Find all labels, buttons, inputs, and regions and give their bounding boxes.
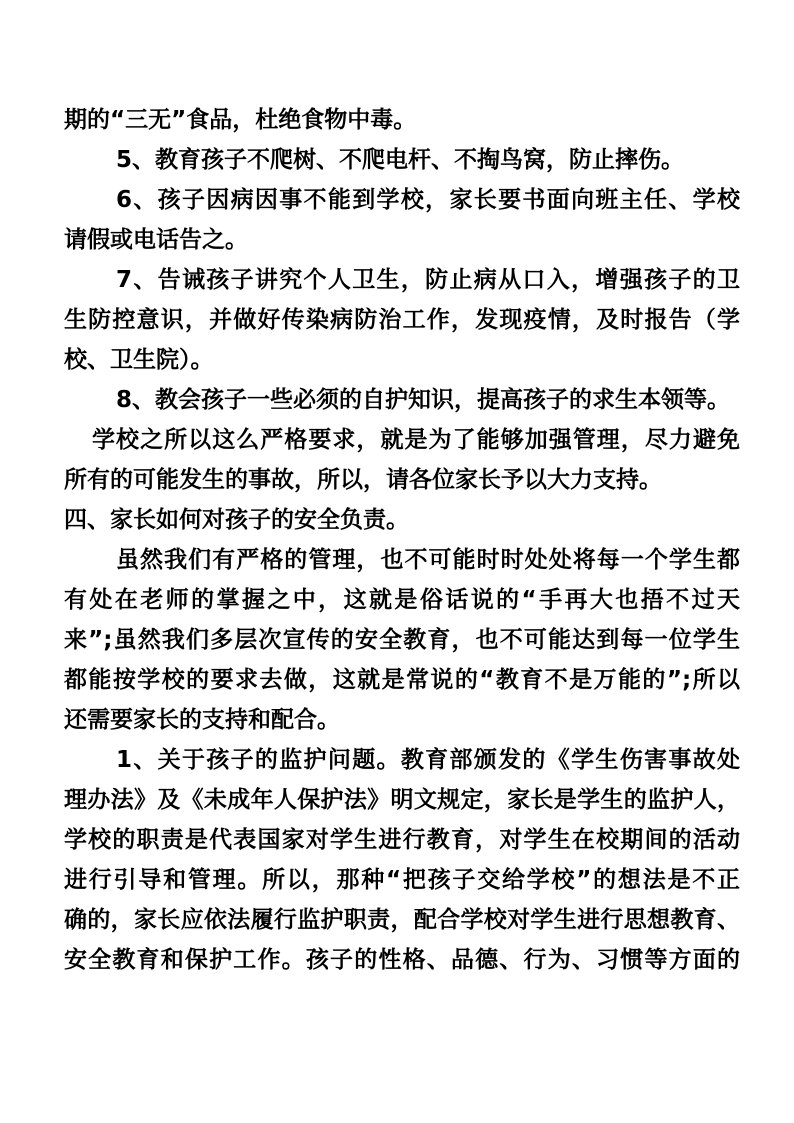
text-line: 6、孩子因病因事不能到学校，家长要书面向班主任、学校 [116, 187, 740, 213]
text-line: 安全教育和保护工作。孩子的性格、品德、行为、习惯等方面的 [64, 947, 740, 973]
text-line: 8、教会孩子一些必须的自护知识，提高孩子的求生本领等。 [116, 387, 731, 413]
text-line: 有处在老师的掌握之中，这就是俗话说的“手再大也捂不过天 [64, 587, 740, 613]
text-line: 校、卫生院）。 [64, 347, 214, 373]
text-line: 学校之所以这么严格要求，就是为了能够加强管理，尽力避免 [92, 427, 740, 453]
text-line: 都能按学校的要求去做，这就是常说的“教育不是万能的”;所以 [64, 667, 740, 693]
text-line: 确的，家长应依法履行监护职责，配合学校对学生进行思想教育、 [64, 907, 740, 933]
text-line: 虽然我们有严格的管理，也不可能时时处处将每一个学生都 [116, 547, 740, 573]
text-line: 期的“三无”食品，杜绝食物中毒。 [64, 107, 417, 133]
document-body [64, 100, 740, 980]
text-line: 还需要家长的支持和配合。 [64, 707, 340, 733]
text-line: 学校的职责是代表国家对学生进行教育，对学生在校期间的活动 [64, 827, 740, 853]
text-line: 生防控意识，并做好传染病防治工作，发现疫情，及时报告（学 [64, 307, 740, 333]
text-line: 7、告诫孩子讲究个人卫生，防止病从口入，增强孩子的卫 [116, 267, 740, 293]
text-line: 1、关于孩子的监护问题。教育部颁发的《学生伤害事故处 [116, 747, 740, 773]
text-line: 进行引导和管理。所以，那种“把孩子交给学校”的想法是不正 [64, 867, 740, 893]
section-heading: 四、家长如何对孩子的安全负责。 [64, 507, 409, 533]
text-line: 5、教育孩子不爬树、不爬电杆、不掏鸟窝，防止摔伤。 [116, 147, 685, 173]
text-line: 理办法》及《未成年人保护法》明文规定，家长是学生的监护人， [64, 787, 740, 813]
text-line: 来”;虽然我们多层次宣传的安全教育，也不可能达到每一位学生 [64, 627, 740, 653]
text-line: 请假或电话告之。 [64, 227, 248, 253]
text-line: 所有的可能发生的事故，所以，请各位家长予以大力支持。 [64, 467, 662, 493]
